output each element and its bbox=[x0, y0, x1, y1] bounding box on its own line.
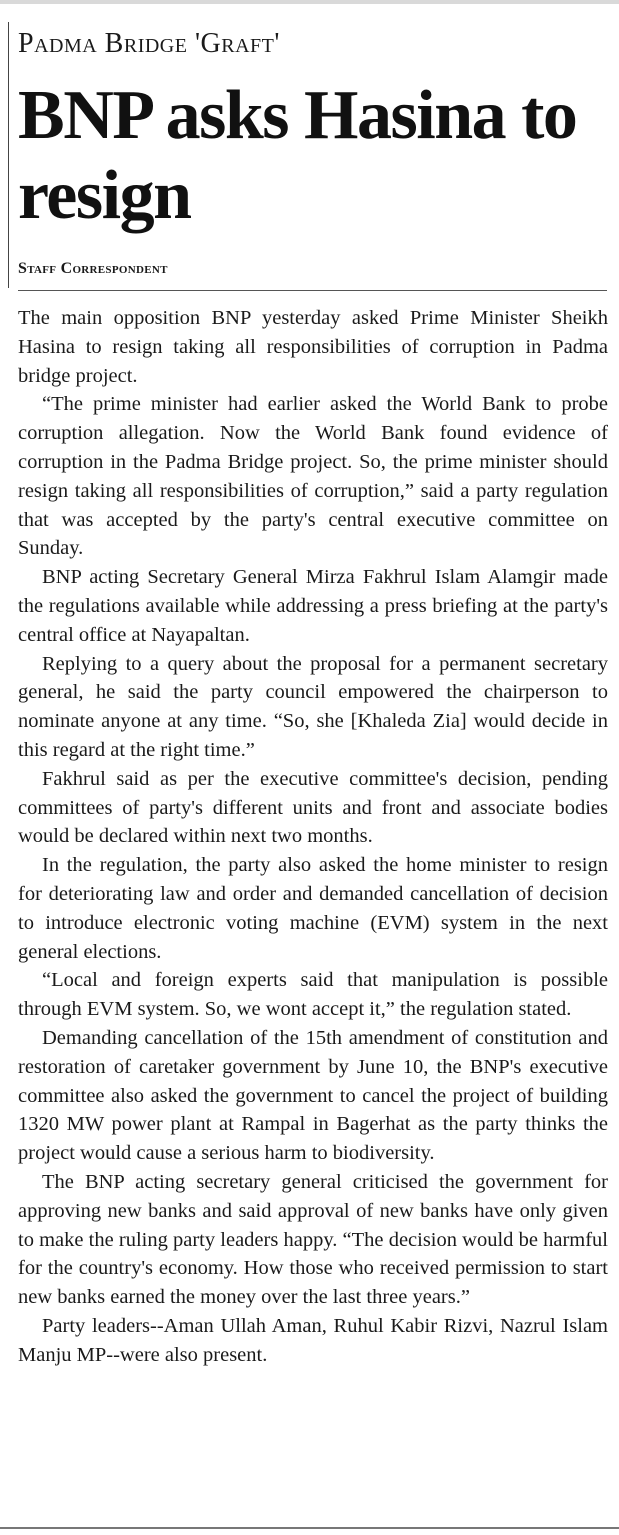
article-headline: BNP asks Hasina to resign bbox=[18, 77, 577, 234]
article-paragraph: “Local and foreign experts said that manipulation is possible through EVM system. So, we wont accept it,” the regulation stated. bbox=[18, 969, 608, 1021]
article-paragraph: Replying to a query about the proposal for a permanent secretary general, he said the party council empowered the chairperson to nominate anyone at any time. “So, she [Khaleda Zia] would decide in this regard at the right time.” bbox=[18, 652, 608, 761]
article-paragraph: Demanding cancellation of the 15th amendment of constitution and restoration of caretaker government by June 10, the BNP's executive committee also asked the government to cancel the project of building 1320 MW power plant at Rampal in Bagerhat as the party thinks the project would cause a serious harm to biodiversity. bbox=[18, 1026, 608, 1165]
article-paragraph: Fakhrul said as per the executive committee's decision, pending committees of party's different units and front and associate bodies would be declared within next two months. bbox=[18, 767, 608, 848]
page-top-edge bbox=[0, 0, 619, 4]
page-bottom-rule bbox=[0, 1527, 619, 1529]
article-paragraph: Party leaders--Aman Ullah Aman, Ruhul Kabir Rizvi, Nazrul Islam Manju MP--were also present. bbox=[18, 1314, 608, 1366]
article-paragraph: The main opposition BNP yesterday asked Prime Minister Sheikh Hasina to resign taking all responsibilities of corruption in Padma bridge project. bbox=[18, 307, 608, 387]
article-paragraph: The BNP acting secretary general criticised the government for approving new banks and said approval of new banks have only given to make the ruling party leaders happy. “The decision would be harmful for the country's economy. How those who received permission to start new banks earned the money over the last three years.” bbox=[18, 1170, 608, 1309]
article-byline: Staff Correspondent bbox=[18, 260, 168, 277]
article-paragraph: In the regulation, the party also asked the home minister to resign for deteriorating law and order and demanded cancellation of decision to introduce electronic voting machine (EVM) system in the next general elections. bbox=[18, 854, 608, 963]
article-kicker: Padma Bridge 'Graft' bbox=[18, 28, 280, 59]
article-paragraph: “The prime minister had earlier asked the World Bank to probe corruption allegation. Now the World Bank found evidence of corruption in the Padma Bridge project. So, the prime minister should resign taking all responsibilities of corruption,” said a party regulation that was accepted by the party's central executive committee on Sunday. bbox=[18, 393, 608, 560]
byline-divider bbox=[18, 290, 607, 291]
left-column-rule bbox=[8, 22, 9, 288]
article-paragraph: BNP acting Secretary General Mirza Fakhrul Islam Alamgir made the regulations available while addressing a press briefing at the party's central office at Nayapaltan. bbox=[18, 566, 608, 646]
article-body bbox=[18, 304, 608, 1369]
